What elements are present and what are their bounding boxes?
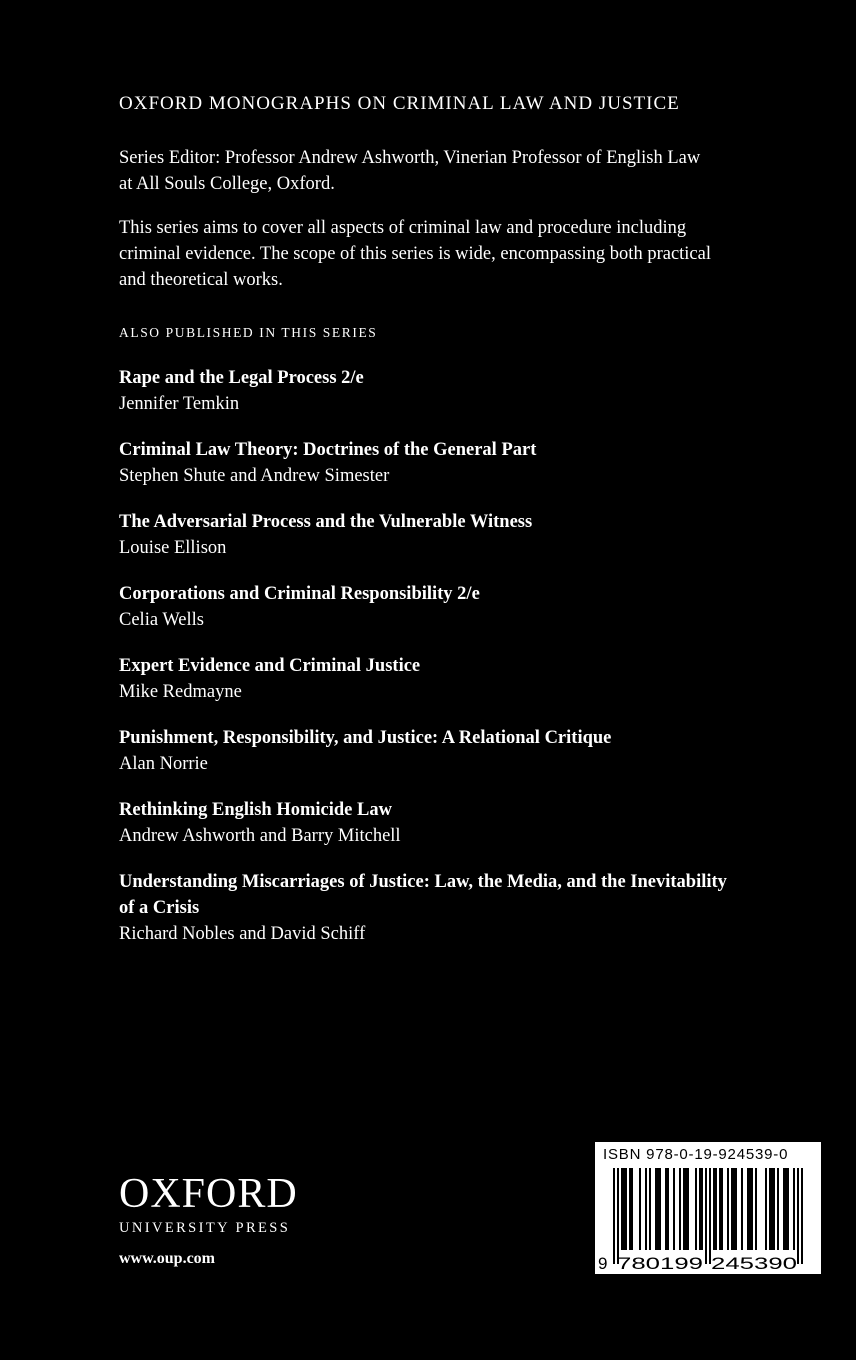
book-author: Andrew Ashworth and Barry Mitchell [119,826,401,846]
isbn-barcode [595,1142,821,1274]
barcode-bar [629,1168,631,1250]
book-author: Mike Redmayne [119,682,242,702]
book-title: of a Crisis [119,898,200,918]
barcode-bar [679,1168,681,1250]
barcode-bar [623,1168,625,1250]
series-editor-line: at All Souls College, Oxford. [119,174,335,194]
barcode-bar [773,1168,775,1250]
publisher-website: www.oup.com [119,1250,216,1267]
barcode-bar [765,1168,767,1250]
book-title: Criminal Law Theory: Doctrines of the General Part [119,440,537,460]
book-author: Louise Ellison [119,538,227,558]
barcode-bar [667,1168,669,1250]
barcode-bar [785,1168,787,1250]
book-author: Stephen Shute and Andrew Simester [119,466,390,486]
barcode-bar [617,1168,619,1264]
series-aims-line: This series aims to cover all aspects of criminal law and procedure including [119,218,687,238]
barcode-bar [715,1168,717,1250]
barcode-bar [631,1168,633,1250]
book-title: Rethinking English Homicide Law [119,800,392,820]
barcode-bar [755,1168,757,1250]
barcode-bar [731,1168,733,1250]
book-entry [119,725,819,777]
book-entry [119,869,819,947]
series-aims-paragraph [119,215,799,293]
book-title: Punishment, Responsibility, and Justice: A Relational Critique [119,728,612,748]
book-title: Corporations and Criminal Responsibility 2/e [119,584,480,604]
also-published-heading: ALSO PUBLISHED IN THIS SERIES [119,325,378,340]
barcode-bar [777,1168,779,1250]
isbn-label: ISBN 978-0-19-924539-0 [603,1146,789,1163]
book-entry [119,437,819,489]
barcode-bar [747,1168,749,1250]
series-editor-line: Series Editor: Professor Andrew Ashworth, Vinerian Professor of English Law [119,148,701,168]
barcode-right-digits: 245390 [711,1254,797,1273]
series-editor-paragraph [119,145,799,197]
barcode-bars [595,1142,821,1274]
barcode-bar [685,1168,687,1250]
barcode-bar [719,1168,721,1250]
barcode-bar [771,1168,773,1250]
barcode-bar [657,1168,659,1250]
barcode-bar [769,1168,771,1250]
barcode-bar [699,1168,701,1250]
book-author: Alan Norrie [119,754,208,774]
barcode-bar [713,1168,715,1250]
barcode-bar [751,1168,753,1250]
barcode-bar [687,1168,689,1250]
barcode-bar [749,1168,751,1250]
barcode-bar [613,1168,615,1264]
barcode-bar [793,1168,795,1250]
barcode-left-digits: 780199 [617,1254,703,1273]
series-aims-line: and theoretical works. [119,270,283,290]
book-entry [119,509,819,561]
oxford-university-press-logo [119,1172,298,1237]
barcode-bar [797,1168,799,1264]
barcode-bar [705,1168,707,1264]
book-title: Understanding Miscarriages of Justice: Law, the Media, and the Inevitability [119,872,727,892]
barcode-bar [673,1168,675,1250]
barcode-bar [659,1168,661,1250]
barcode-bar [721,1168,723,1250]
book-entry [119,365,819,417]
barcode-bar [665,1168,667,1250]
barcode-bar [655,1168,657,1250]
book-author: Celia Wells [119,610,205,630]
barcode-bar [735,1168,737,1250]
book-entry [119,653,819,705]
logo-wordmark: OXFORD [119,1171,298,1217]
series-aims-line: criminal evidence. The scope of this series is wide, encompassing both practical [119,244,711,264]
barcode-bar [621,1168,623,1250]
barcode-bar [683,1168,685,1250]
barcode-first-digit: 9 [598,1254,608,1273]
barcode-bar [649,1168,651,1250]
book-list [119,365,819,967]
book-entry [119,581,819,633]
barcode-bar [733,1168,735,1250]
barcode-bar [783,1168,785,1250]
book-author: Richard Nobles and David Schiff [119,924,366,944]
barcode-bar [801,1168,803,1264]
barcode-bar [695,1168,697,1250]
logo-subtitle: UNIVERSITY PRESS [119,1220,291,1236]
book-entry [119,797,819,849]
book-title: The Adversarial Process and the Vulnerable Witness [119,512,533,532]
barcode-bar [645,1168,647,1250]
barcode-bar [709,1168,711,1264]
barcode-bar [741,1168,743,1250]
book-author: Jennifer Temkin [119,394,240,414]
barcode-bar [701,1168,703,1250]
book-title: Rape and the Legal Process 2/e [119,368,364,388]
barcode-bar [625,1168,627,1250]
barcode-bar [639,1168,641,1250]
barcode-bar [727,1168,729,1250]
series-title: OXFORD MONOGRAPHS ON CRIMINAL LAW AND JUSTICE [119,93,680,114]
barcode-bar [787,1168,789,1250]
book-title: Expert Evidence and Criminal Justice [119,656,421,676]
